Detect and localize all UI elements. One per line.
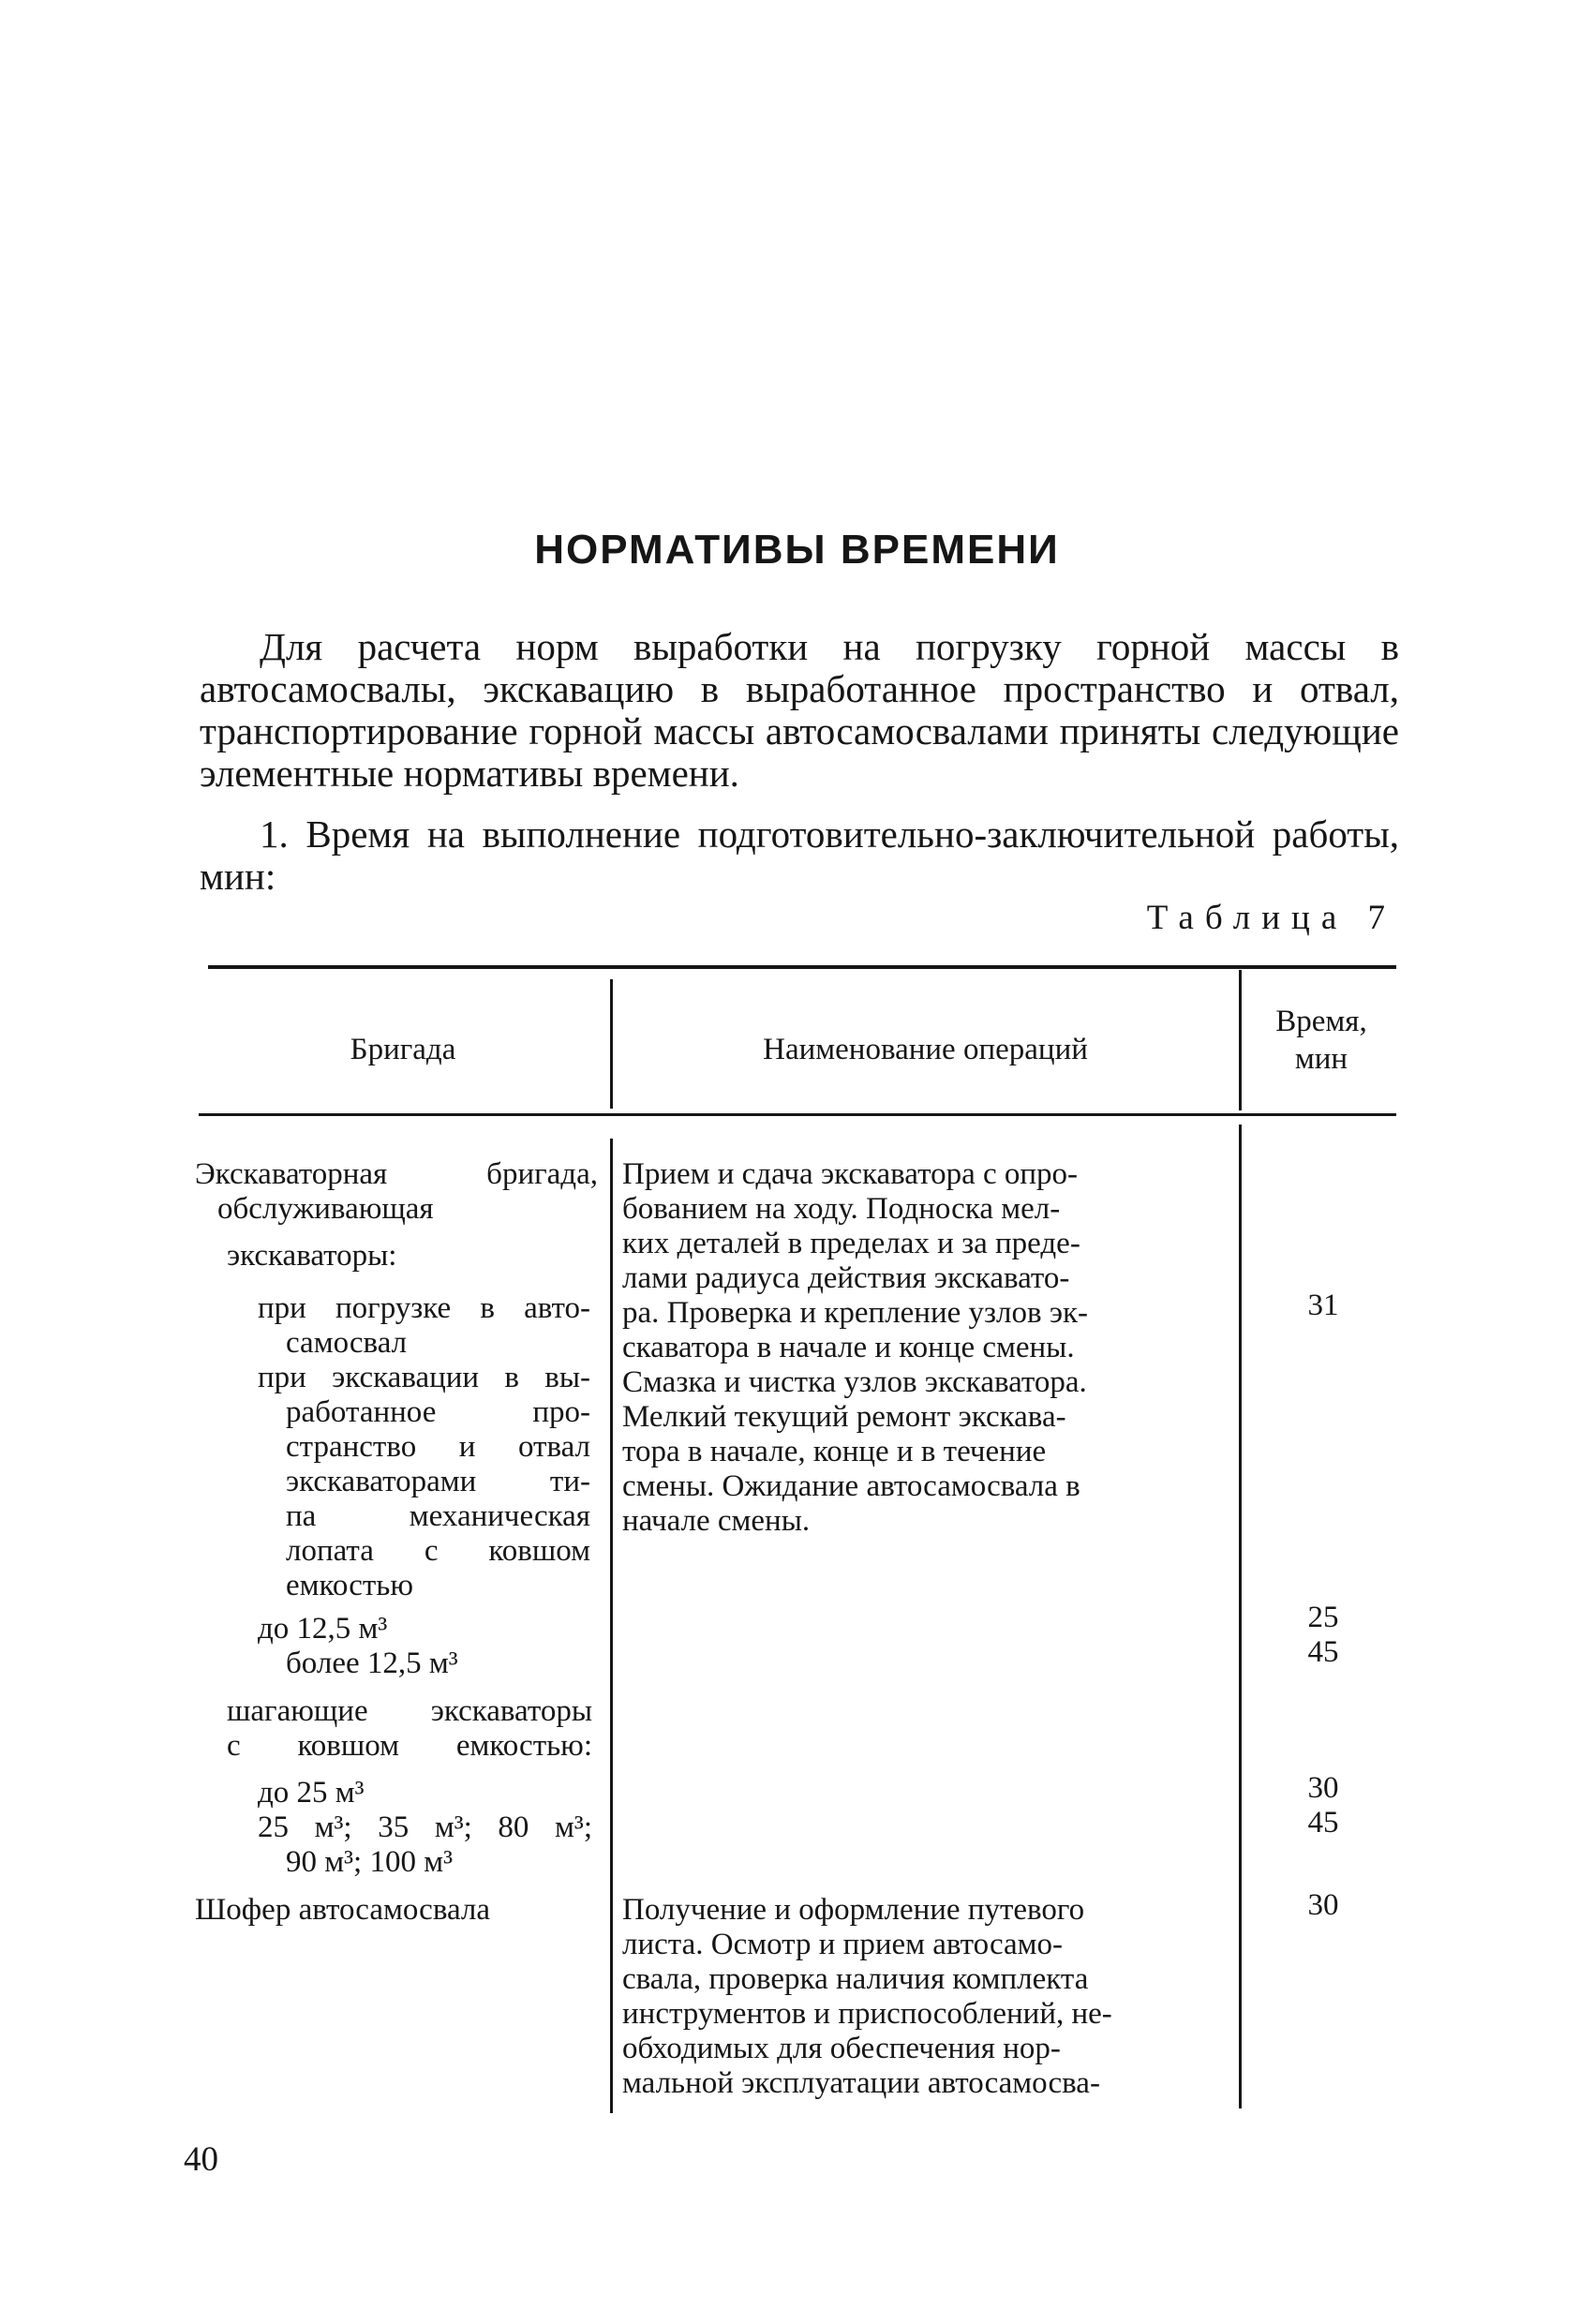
excavator-ops-line: скаватора в начале и конце смены. bbox=[622, 1331, 1075, 1364]
brigade-b2: обслуживающая bbox=[217, 1192, 434, 1226]
table-top-rule bbox=[208, 965, 1396, 969]
brigade-b5: самосвал bbox=[286, 1326, 408, 1360]
driver-ops-line: листа. Осмотр и прием автосамо- bbox=[622, 1928, 1064, 1961]
excavator-ops-line: Смазка и чистка узлов экскаватора. bbox=[622, 1365, 1087, 1399]
item-1-text: 1. Время на выполнение подготовительно-заключительной работы, мин: bbox=[200, 812, 1399, 898]
table-header-rule bbox=[199, 1113, 1396, 1116]
item-1-paragraph bbox=[200, 813, 1399, 898]
driver-ops-line: обходимых для обеспечения нор- bbox=[622, 2032, 1061, 2065]
brigade-b15: шагающие экскаваторы bbox=[227, 1694, 592, 1728]
time-large-walking: 45 bbox=[1307, 1806, 1339, 1840]
brigade-b17: до 25 м³ bbox=[258, 1776, 365, 1810]
brigade-b7: работанное про- bbox=[286, 1395, 590, 1429]
body-divider-1 bbox=[610, 1139, 613, 2113]
brigade-b13: до 12,5 м³ bbox=[258, 1612, 388, 1646]
brigade-b12: емкостью bbox=[286, 1569, 413, 1602]
header-time-line1: Время, bbox=[1275, 1005, 1367, 1038]
page-number: 40 bbox=[184, 2140, 218, 2179]
brigade-b11: лопата с ковшом bbox=[286, 1534, 590, 1568]
excavator-ops-line: начале смены. bbox=[622, 1504, 811, 1538]
time-loading: 31 bbox=[1307, 1289, 1339, 1322]
header-time bbox=[1246, 1003, 1396, 1078]
header-time-line2: мин bbox=[1294, 1042, 1348, 1076]
excavator-ops-line: Прием и сдача экскаватора с опро- bbox=[622, 1157, 1079, 1191]
header-operations: Наименование операций bbox=[763, 1033, 1088, 1066]
brigade-b9: экскаваторами ти- bbox=[286, 1465, 590, 1498]
header-divider-1 bbox=[610, 979, 613, 1109]
time-driver: 30 bbox=[1307, 1888, 1339, 1922]
brigade-b6: при экскавации в вы- bbox=[258, 1361, 590, 1394]
operations-driver bbox=[622, 1893, 1224, 2101]
brigade-b14: более 12,5 м³ bbox=[286, 1646, 458, 1680]
excavator-ops-line: смены. Ожидание автосамосвала в bbox=[622, 1469, 1080, 1503]
excavator-ops-line: Мелкий текущий ремонт экскава- bbox=[622, 1400, 1066, 1434]
intro-paragraph bbox=[200, 626, 1399, 795]
driver-ops-line: свала, проверка наличия комплекта bbox=[622, 1962, 1089, 1996]
brigade-b16: с ковшом емкостью: bbox=[227, 1729, 592, 1763]
operations-excavator bbox=[622, 1157, 1224, 1539]
brigade-b1: Экскаваторная бригада, bbox=[195, 1157, 598, 1191]
excavator-ops-line: лами радиуса действия экскавато- bbox=[622, 1261, 1070, 1295]
driver-ops-line: Получение и оформление путевого bbox=[622, 1893, 1085, 1927]
driver-ops-line: инструментов и приспособлений, не- bbox=[622, 1997, 1112, 2031]
brigade-b10: па механическая bbox=[286, 1499, 590, 1533]
page-title: НОРМАТИВЫ ВРЕМЕНИ bbox=[534, 527, 1060, 573]
brigade-b19: 90 м³; 100 м³ bbox=[286, 1845, 453, 1879]
body-divider-2 bbox=[1239, 1125, 1242, 2108]
excavator-ops-line: ра. Проверка и крепление узлов эк- bbox=[622, 1296, 1089, 1330]
time-over-12-5: 45 bbox=[1307, 1635, 1339, 1669]
brigade-b18: 25 м³; 35 м³; 80 м³; bbox=[258, 1810, 592, 1844]
header-brigade: Бригада bbox=[350, 1033, 456, 1066]
brigade-b20: Шофер автосамосвала bbox=[195, 1893, 491, 1927]
brigade-b4: при погрузке в авто- bbox=[258, 1291, 590, 1325]
time-upto-12-5: 25 bbox=[1307, 1601, 1339, 1634]
excavator-ops-line: ких деталей в пределах и за преде- bbox=[622, 1227, 1080, 1260]
excavator-ops-line: тора в начале, конце и в течение bbox=[622, 1435, 1047, 1468]
header-divider-2 bbox=[1239, 970, 1242, 1110]
time-upto-25: 30 bbox=[1307, 1771, 1339, 1805]
excavator-ops-line: бованием на ходу. Подноска мел- bbox=[622, 1192, 1061, 1226]
driver-ops-line: мальной эксплуатации автосамосва- bbox=[622, 2066, 1100, 2100]
brigade-b3: экскаваторы: bbox=[227, 1239, 397, 1273]
table-label: Таблица 7 bbox=[1146, 899, 1396, 937]
intro-text: Для расчета норм выработки на погрузку горной массы в автосамосвалы, экскавацию в выработанное пространство и отвал, транспортирование горной массы автосамосвалами приняты следующие элементные нормативы времени. bbox=[200, 625, 1399, 795]
brigade-b8: странство и отвал bbox=[286, 1430, 590, 1464]
